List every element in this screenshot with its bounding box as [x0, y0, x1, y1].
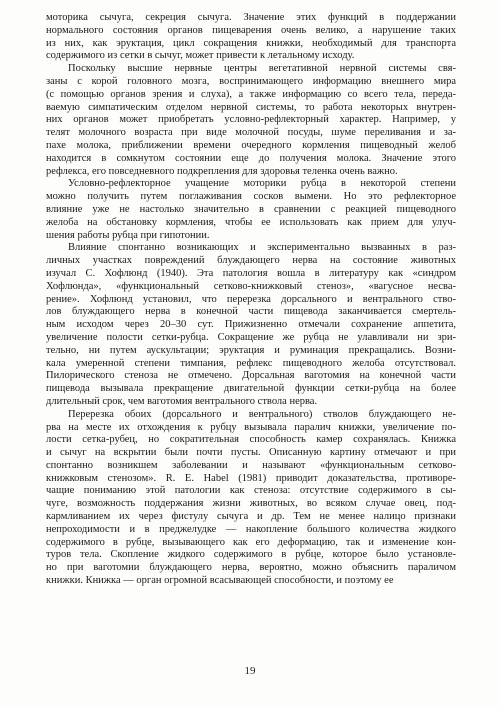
text-line: из них, как эруктация, цикл сокращения книжки, необходимый для транспорта — [46, 37, 456, 49]
text-line: моторика сычуга, секреция сычуга. Значение этих функций в поддержании — [46, 12, 456, 23]
text-line: чащие пониманию этой патологии как стеноза: отсутствие содержимого в сы- — [46, 485, 456, 497]
text-line: пищевода вызывала прекращение двигательной функции сетки-рубца на более — [46, 383, 456, 395]
text-line: ным исходом через 20–30 сут. Прижизненно отмечали сохранение аппетита, — [46, 319, 456, 331]
text-line: шения работы рубца при гипотонии. — [46, 229, 210, 241]
text-line: лов блуждающего нерва в конечной части пищевода заканчивается смертель- — [46, 306, 456, 318]
text-line: ваемую симпатическим отделом нервной системы, то работа некоторых внутрен- — [46, 101, 456, 113]
text-line: рение». Хофлюнд установил, что перерезка дорсального и вентрального ство- — [46, 293, 456, 305]
page-number: 19 — [244, 665, 256, 677]
text-line: книжки. Книжка — орган огромной всасывающей способности, и поэтому ее — [46, 575, 394, 587]
text-line: Хофлюнда», «функциональный сетково-книжковый стеноз», «вагусное несва- — [46, 280, 456, 292]
text-line: непроходимости и в преджелудке — накопление большого количества жидкого — [46, 523, 456, 535]
text-line: тельно, ни путем аускультации; эруктация и руминация прекращались. Возни- — [46, 344, 456, 356]
text-line: туров тела. Скопление жидкого содержимого в рубце, которое было установле- — [46, 549, 456, 561]
text-line: и сычуг на вскрытии были почти пусты. Описанную картину отмечают и при — [46, 447, 456, 459]
text-line: книжковым стенозом». R. E. Habel (1981) приводит доказательства, противоре- — [46, 472, 456, 484]
text-line: изучал С. Хофлюнд (1940). Эта патология вошла в литературу как «синдром — [46, 267, 456, 279]
text-line: длительный срок, чем ваготомия вентрального ствола нерва. — [46, 395, 318, 407]
text-line: находится в сомкнутом состоянии еще до получения молока. Значение этого — [46, 152, 456, 164]
text-line: телят молочного возраста при виде молочной посуды, шуме переливания и за- — [46, 127, 456, 139]
text-line: кармливанием их через фистулу сычуга и др. Тем не менее налицо признаки — [46, 511, 456, 523]
text-line: рва на месте их отхождения к рубцу вызывала паралич книжки, увеличение по- — [46, 421, 456, 433]
text-line: Условно-рефлекторное учащение моторики рубца в некоторой степени — [68, 178, 456, 190]
text-line: можно получить путем поглаживания сосков вымени. Но это рефлекторное — [46, 191, 456, 203]
text-line: личных участках повреждений блуждающего нерва на состояние животных — [46, 255, 456, 267]
text-line: влияние уже не настолько значительно в сравнении с реакцией пищеводного — [46, 203, 456, 215]
text-line: Поскольку высшие нервные центры вегетативной нервной системы свя- — [68, 63, 456, 75]
paragraph — [46, 178, 456, 242]
text-line: желоба на обстановку кормления, чтобы ее использовать как прием для улуч- — [46, 216, 456, 228]
text-line: содержимого в рубце, вызывающего как его деформацию, так и изменение кон- — [46, 536, 456, 548]
paragraph — [46, 409, 456, 588]
text-line: (с помощью органов зрения и слуха), а также информацию со всего тела, переда- — [46, 88, 456, 100]
text-line: увеличение полости сетки-рубца. Сокращение же рубца не улавливали ни зри- — [46, 331, 456, 343]
text-line: Влияние спонтанно возникающих и экспериментально вызванных в раз- — [68, 242, 456, 254]
text-line: спонтанно возникшем заболевании и называют «функциональным сетково- — [46, 459, 456, 471]
text-line: них органов может приобретать условно-рефлекторный характер. Например, у — [46, 114, 456, 126]
text-line: чуге, возможность поддержания жизни животных, во всяком случае овец, под- — [46, 498, 456, 510]
paragraph — [46, 63, 456, 178]
text-line: нормального состояния органов пищеварения очень велико, а нарушение таких — [46, 24, 456, 36]
text-line: Перерезка обоих (дорсального и вентрального) стволов блуждающего не- — [68, 408, 456, 420]
paragraph — [46, 12, 456, 63]
paragraph — [46, 242, 456, 408]
body-text — [46, 12, 456, 588]
text-line: рефлекса, его повседневного подкрепления для здоровья теленка очень важно. — [46, 165, 398, 177]
text-line: заны с корой головного мозга, воспринимающего информацию внешнего мира — [46, 75, 456, 87]
text-line: кала умеренной степени тимпания, рефлекс пищеводного желоба отсутствовал. — [46, 357, 456, 369]
text-line: содержимого из сетки в сычуг, может привести к летальному исходу. — [46, 50, 355, 62]
text-line: Пилорического стеноза не отмечено. Дорсальная ваготомия на конечной части — [46, 370, 456, 382]
text-line: лости сетка-рубец, но сократительная способность камер сохранялась. Книжка — [46, 434, 456, 446]
text-line: пахе молока, приближении времени очередного кормления пищеводный желоб — [46, 139, 456, 151]
text-line: но при ваготомии блуждающего нерва, вероятно, можно объяснить параличом — [46, 562, 456, 574]
